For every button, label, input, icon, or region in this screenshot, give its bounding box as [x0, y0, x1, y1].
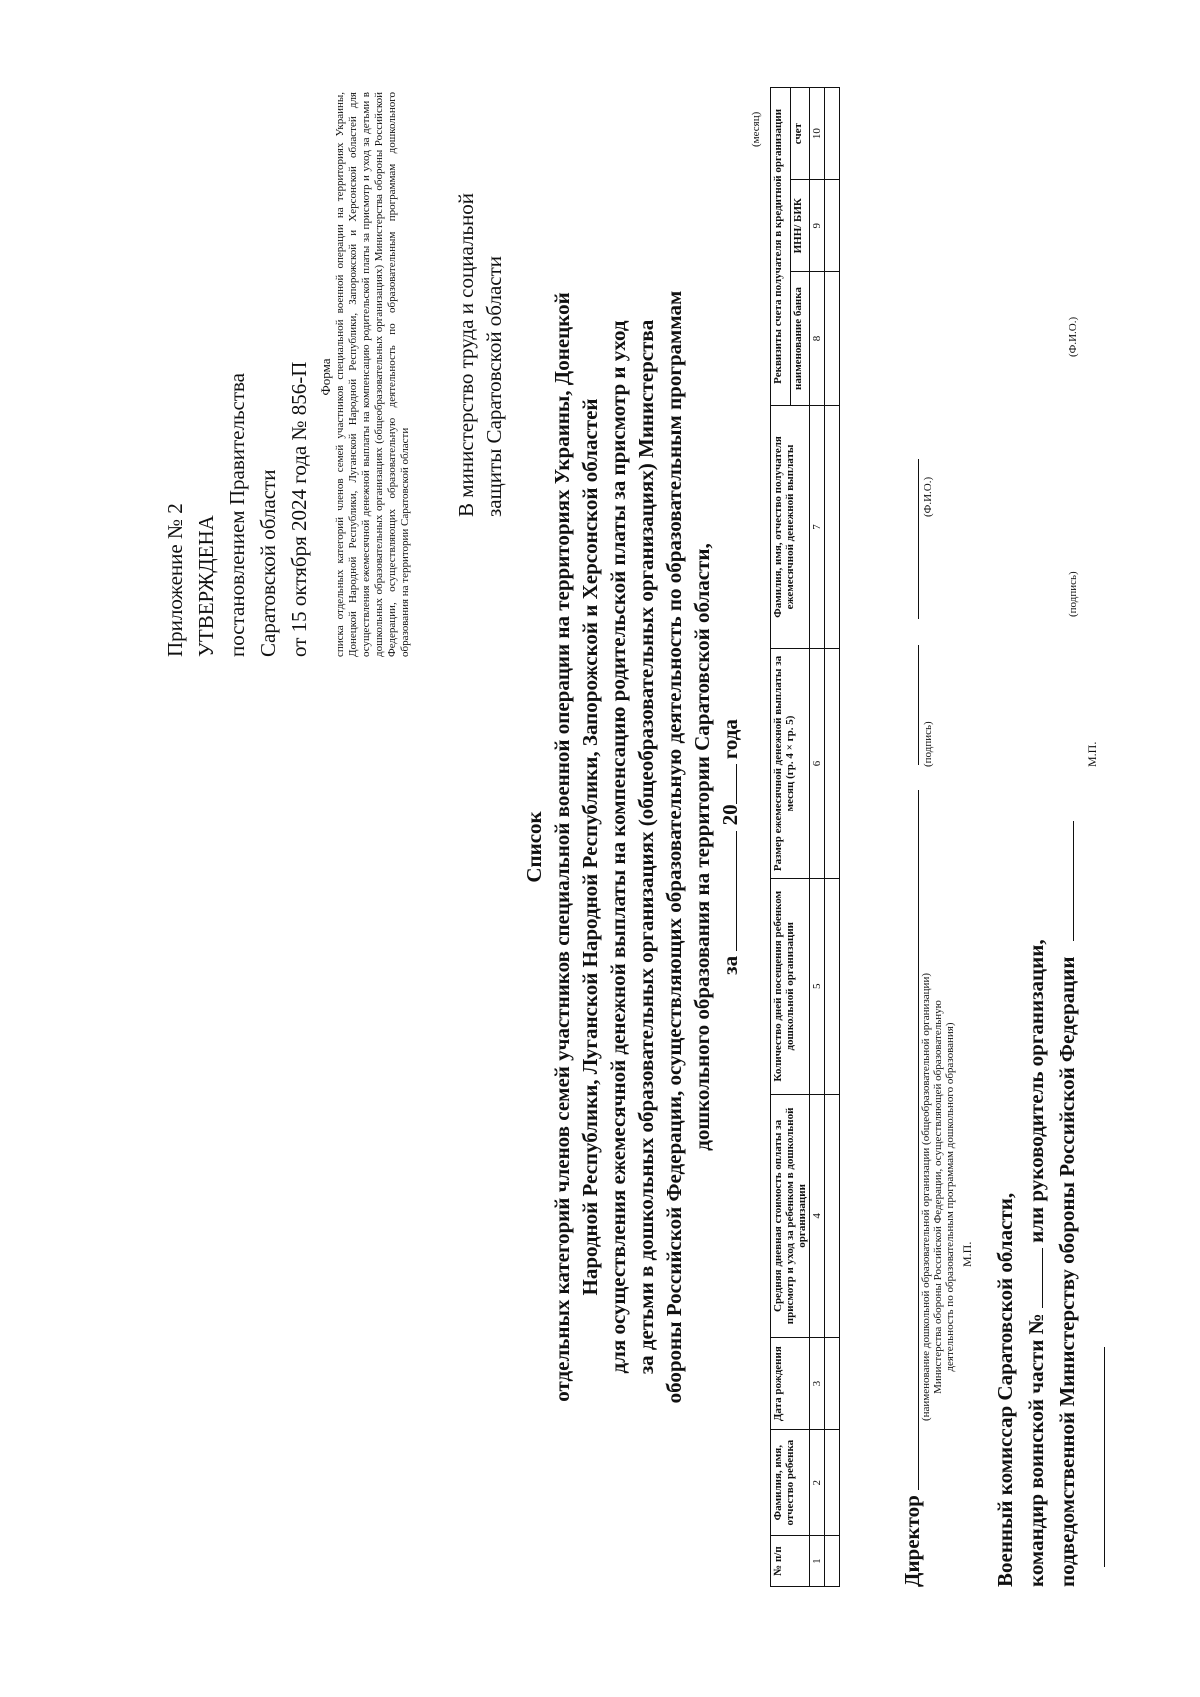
commissar-line-2: [1021, 587, 1052, 1587]
commissar-line-3: [1052, 587, 1114, 1587]
title-line-1: отдельных категорий членов семей участников специальной военной операции на территориях Украины, Донецкой: [550, 292, 574, 1402]
director-fio-caption: (Ф.И.О.): [922, 476, 934, 517]
title-line-3: для осуществления ежемесячной денежной выплаты на компенсацию родительской платы за присмотр и уход: [606, 320, 630, 1374]
director-label: Директор: [900, 1495, 924, 1587]
org-caption: [920, 897, 956, 1497]
addressee-line-2: защиты Саратовской области: [482, 255, 506, 517]
form-description: списка отдельных категорий членов семей участников специальной военной операции на территориях Украины, Донецкой Народной Республики, Луганской Народной Республики, Запорожской и Херсонской областей для осуществления ежемесячной денежной выплаты на компенсацию родительской платы за присмотр и уход за детьми в дошкольных образовательных организациях (общеобразовательных организациях) Министерства обороны Российской Федерации, осуществляющих образовательную деятельность по образовательным программам дошкольного образования на территории Саратовской области: [334, 92, 411, 657]
col-account-group-header: Реквизиты счета получателя в кредитной организации: [771, 88, 791, 406]
org-name-blank[interactable]: [918, 790, 919, 1490]
year-blank[interactable]: [736, 764, 737, 804]
table-row: [825, 88, 840, 1587]
org-caption-line-3: деятельность по образовательным программам дошкольного образования): [944, 1022, 956, 1372]
period-suffix: года: [718, 719, 742, 760]
col-num: 9: [810, 180, 825, 272]
col-inn-header: ИНН/ БИК: [790, 180, 810, 272]
month-blank[interactable]: [736, 831, 737, 951]
col-account-header: счет: [790, 88, 810, 180]
commissar-signature-block: [990, 587, 1114, 1587]
document-title: [520, 57, 744, 1637]
column-numbers-row: [810, 88, 825, 1587]
commissar-line-2-end: или руководитель организации,: [1024, 939, 1048, 1243]
decree-label: постановлением Правительства: [225, 372, 249, 657]
table-cell[interactable]: [825, 405, 840, 648]
col-recipient-header: Фамилия, имя, отчество получателя ежемесячной денежной выплаты: [771, 405, 810, 648]
title-line-2: Народной Республики, Луганской Народной Республики, Запорожской и Херсонской областей: [578, 398, 602, 1296]
title-line-5: обороны Российской Федерации, осуществляющих образовательную деятельность по образовательным программам: [662, 290, 686, 1404]
commissar-signature-blank[interactable]: [1073, 821, 1074, 941]
commissar-fio-caption: (Ф.И.О.): [1067, 316, 1079, 357]
col-child-name-header: Фамилия, имя, отчество ребенка: [771, 1430, 810, 1536]
title-period: [716, 57, 744, 1637]
addressee-line-1: В министерство труда и социальной: [454, 192, 478, 517]
commissar-fio-blank[interactable]: [1104, 1347, 1105, 1567]
month-caption: (месяц): [750, 111, 762, 147]
unit-number-blank[interactable]: [1042, 1248, 1043, 1308]
commissar-line-1: Военный комиссар Саратовской области,: [993, 1192, 1017, 1587]
addressee: [452, 97, 508, 517]
table-cell[interactable]: [825, 272, 840, 405]
col-num: 1: [810, 1536, 825, 1587]
approval-header: [160, 97, 315, 657]
col-num: 2: [810, 1430, 825, 1536]
period-year-prefix: 20: [718, 804, 742, 826]
col-num: 3: [810, 1338, 825, 1430]
table-cell[interactable]: [825, 88, 840, 180]
table-cell[interactable]: [825, 1430, 840, 1536]
title-line-4: за детьми в дошкольных образовательных организациях (общеобразовательных организациях) Министерства: [634, 319, 658, 1375]
title-line-6: дошкольного образования на территории Саратовской области,: [690, 543, 714, 1151]
org-caption-line-2: Министерства обороны Российской Федерации, осуществляющей образовательную: [932, 1000, 944, 1394]
col-birth-date-header: Дата рождения: [771, 1338, 810, 1430]
col-num: 7: [810, 405, 825, 648]
approved-label: УТВЕРЖДЕНА: [194, 515, 218, 657]
table-cell[interactable]: [825, 180, 840, 272]
col-number-header: № п/п: [771, 1536, 810, 1587]
form-label: Форма: [318, 358, 333, 396]
table-header-row: [771, 88, 791, 1587]
title-heading: Список: [522, 811, 546, 883]
recipients-table: [770, 87, 840, 1587]
col-num: 5: [810, 878, 825, 1094]
table-cell[interactable]: [825, 649, 840, 879]
appendix-label: Приложение № 2: [163, 503, 187, 657]
region-label: Саратовской области: [256, 469, 280, 657]
commissar-line-2-start: командир воинской части №: [1024, 1313, 1048, 1587]
table-cell[interactable]: [825, 1094, 840, 1337]
col-bank-header: наименование банка: [790, 272, 810, 405]
director-signature-caption: (подпись): [922, 721, 934, 767]
col-num: 4: [810, 1094, 825, 1337]
date-number-label: от 15 октября 2024 года № 856-П: [287, 361, 311, 657]
col-daily-cost-header: Средняя дневная стоимость оплаты за присмотр и уход за ребенком в дошкольной организации: [771, 1094, 810, 1337]
table-cell[interactable]: [825, 878, 840, 1094]
table-cell[interactable]: [825, 1536, 840, 1587]
org-caption-line-1: (наименование дошкольной образовательной организации (общеобразовательной организации): [920, 973, 932, 1422]
col-num: 6: [810, 649, 825, 879]
stamp-place-1: М.П.: [960, 1241, 974, 1267]
col-days-header: Количество дней посещения ребенком дошкольной организации: [771, 878, 810, 1094]
stamp-place-2: М.П.: [1085, 741, 1099, 767]
director-signature-blank[interactable]: [918, 645, 919, 765]
period-prefix: за: [718, 955, 742, 975]
table-cell[interactable]: [825, 1338, 840, 1430]
commissar-line-3-text: подведомственной Министерству обороны Российской Федерации: [1055, 956, 1079, 1587]
col-num: 8: [810, 272, 825, 405]
commissar-signature-caption: (подпись): [1067, 571, 1079, 617]
col-num: 10: [810, 88, 825, 180]
col-payment-header: Размер ежемесячной денежной выплаты за месяц (гр. 4 × гр. 5): [771, 649, 810, 879]
director-fio-blank[interactable]: [918, 459, 919, 619]
